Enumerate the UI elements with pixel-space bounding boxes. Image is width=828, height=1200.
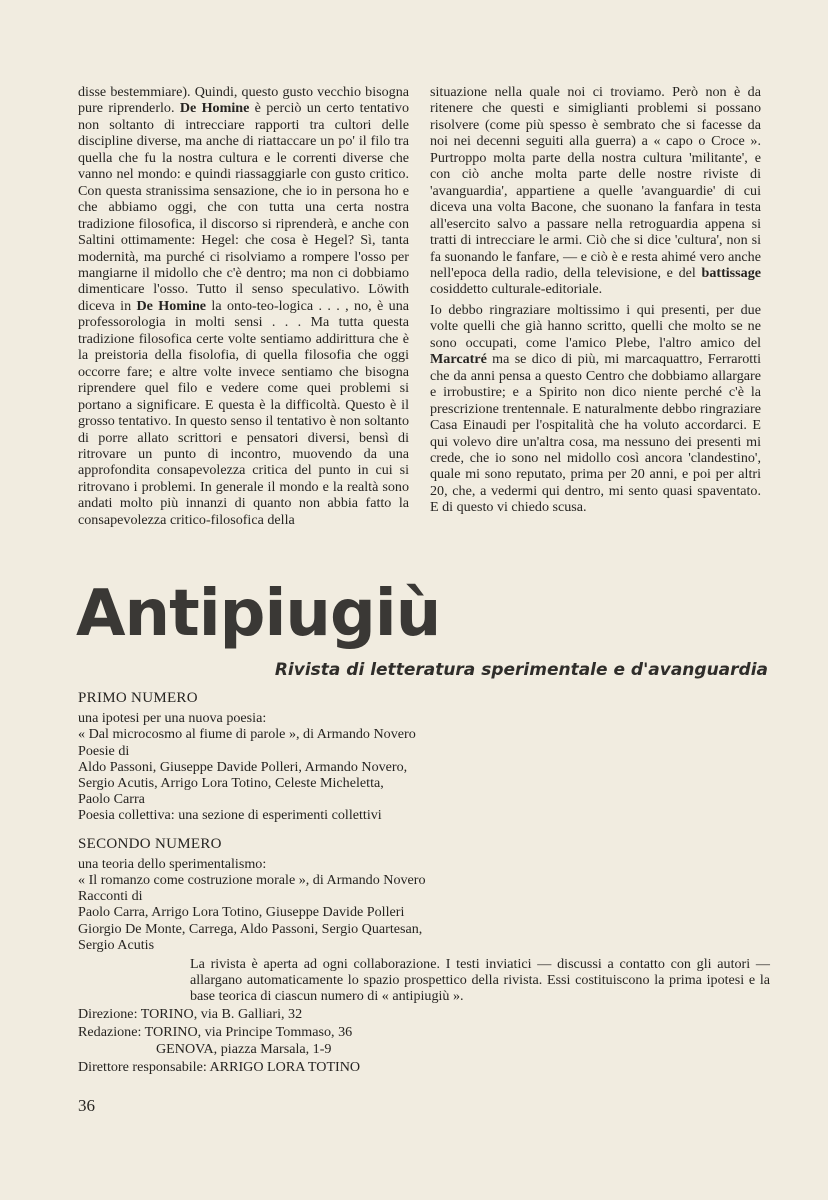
magazine-title: Antipiugiù [76, 577, 441, 651]
issue-line: Racconti di [78, 888, 143, 905]
issue-line: Poesie di [78, 742, 130, 759]
paragraph: situazione nella quale noi ci troviamo. Però non è da ritenere che questi e simiglianti problemi si possano risolvere (come più spesso è sembrato che si facesse da noi nei decenni seguiti alla guerra) a « capo o Croce ». Purtroppo molta parte della nostra cultura 'militante', e con ciò anche molta parte delle nostre riviste di 'avanguardia', appartiene a quelle 'avanguardie' di cui diceva una volta Bacone, che suonano la fanfara in testa all'esercito salvo a passare nella retroguardia appena si tratti di intrecciare le armi. Ciò che si dice 'cultura', non si fa suonando le fanfare, — e ciò è e resta ahimé vero anche nell'epoca della radio, della televisione, e del battissage cosiddetto culturale-editoriale. [430, 84, 761, 298]
issue-line: « Il romanzo come costruzione morale », di Armando Novero [78, 872, 426, 889]
issue-heading: PRIMO NUMERO [78, 690, 198, 706]
issue-line: Paolo Carra [78, 791, 145, 808]
issue-line: Sergio Acutis, Arrigo Lora Totino, Celeste Micheletta, [78, 775, 384, 792]
bold-title: Marcatré [430, 351, 487, 368]
bold-title: battissage [701, 264, 761, 281]
issue-line: Sergio Acutis [78, 936, 155, 953]
issue-line: una ipotesi per una nuova poesia: [78, 710, 267, 727]
issues-list [78, 690, 778, 953]
issue-first [78, 690, 778, 824]
issue-line: Aldo Passoni, Giuseppe Davide Polleri, Armando Novero, [78, 758, 408, 775]
magazine-subtitle: Rivista di letteratura sperimentale e d'avanguardia [274, 660, 768, 680]
issue-second [78, 836, 778, 953]
direzione-line: Direzione: TORINO, via B. Galliari, 32 [78, 1006, 303, 1022]
redazione-line-2: GENOVA, piazza Marsala, 1-9 [156, 1041, 332, 1057]
issue-line: Poesia collettiva: una sezione di esperimenti collettivi [78, 807, 382, 824]
page-number: 36 [78, 1096, 95, 1115]
issue-heading: SECONDO NUMERO [78, 835, 222, 852]
issue-line: « Dal microcosmo al fiume di parole », di Armando Novero [78, 726, 416, 743]
issue-line: Giorgio De Monte, Carrega, Aldo Passoni, Sergio Quartesan, [78, 920, 423, 937]
bold-title: De Homine [179, 100, 250, 117]
redazione-line: Redazione: TORINO, via Principe Tommaso, 36 [78, 1023, 353, 1040]
text-column-left [78, 84, 409, 528]
collaboration-note: La rivista è aperta ad ogni collaborazione. I testi inviatici — discussi a contatto con gli autori — allargano automaticamente lo spazio prospettico della rivista. Essi costituiscono la prima ipotesi e la base teorica di ciascun numero di « antipiugiù ». [190, 956, 770, 1005]
paragraph: disse bestemmiare). Quindi, questo gusto vecchio bisogna pure riprenderlo. De Homine è perciò un certo tentativo non soltanto di intrecciare rapporti tra cultori delle discipline diverse, ma anche di riattaccare un po' il filo tra quella che fu la nostra cultura e le correnti diverse che vanno nel mondo: e quindi riassaggiarle con gusto critico. Con questa stranissima sensazione, che io in persona ho e che abbiamo oggi, che con tutta una certa nostra tradizione filosofica, il discorso si riprenderà, e anche con Saltini ottimamente: Hegel: che cosa è Hegel? Sì, tanta modernità, ma purché ci risolviamo a rompere l'osso per mangiarne il midollo che c'è dentro; ma non ci dobbiamo dimenticare l'osso. Tutto il senso speculativo. Löwith diceva in De Homine la onto-teo-logica . . . , no, è una professorologia in molti sensi . . . Ma tutta questa tradizione filosofica certe volte sentiamo addirittura che è la preistoria della fisolofia, di quella filosofia che oggi occorre fare; e altre volte invece sentiamo che bisogna riprendere quel filo e vedere come quei problemi si portano a significare. E questa è la difficoltà. Questo è il grosso tentativo. In questo senso il tentativo è non soltanto di porre allato scrittori e pensatori diversi, bensì di ritrovare un punto di incontro, muovendo da una approfondita consapevolezza critica del punto in cui si ritrovano i problemi. In generale il mondo e la realtà sono andati molto più innanzi di quanto non abbia fatto la consapevolezza critico-filosofica della [78, 84, 409, 528]
direttore-line: Direttore responsabile: ARRIGO LORA TOTINO [78, 1058, 361, 1075]
bold-title: De Homine [136, 297, 207, 314]
issue-line: una teoria dello sperimentalismo: [78, 855, 267, 872]
paragraph: Io debbo ringraziare moltissimo i qui presenti, per due volte quelli che già hanno scritto, quelli che molto se ne sono occupati, come l'amico Plebe, l'altro amico del Marcatré ma se dico di più, mi marcaquattro, Ferrarotti che da anni pensa a questo Centro che dobbiamo allargare e irrobustire; e a Spirito non dico niente perché c'è la prescrizione trentennale. E naturalmente debbo ringraziare Casa Einaudi per l'ospitalità che ha voluto accordarci. E qui volevo dire un'altra cosa, ma nessuno dei presenti mi crede, che io sono nel midollo così ancora 'clandestino', quale mi sono reputato, prima per 20 anni, e poi per altri 20, che, a vedermi qui dentro, mi sento quasi spaventato. E di questo vi chiedo scusa. [430, 301, 761, 516]
issue-line: Paolo Carra, Arrigo Lora Totino, Giuseppe Davide Polleri [78, 904, 405, 921]
text-column-right [430, 84, 761, 516]
masthead-info [78, 1006, 678, 1075]
